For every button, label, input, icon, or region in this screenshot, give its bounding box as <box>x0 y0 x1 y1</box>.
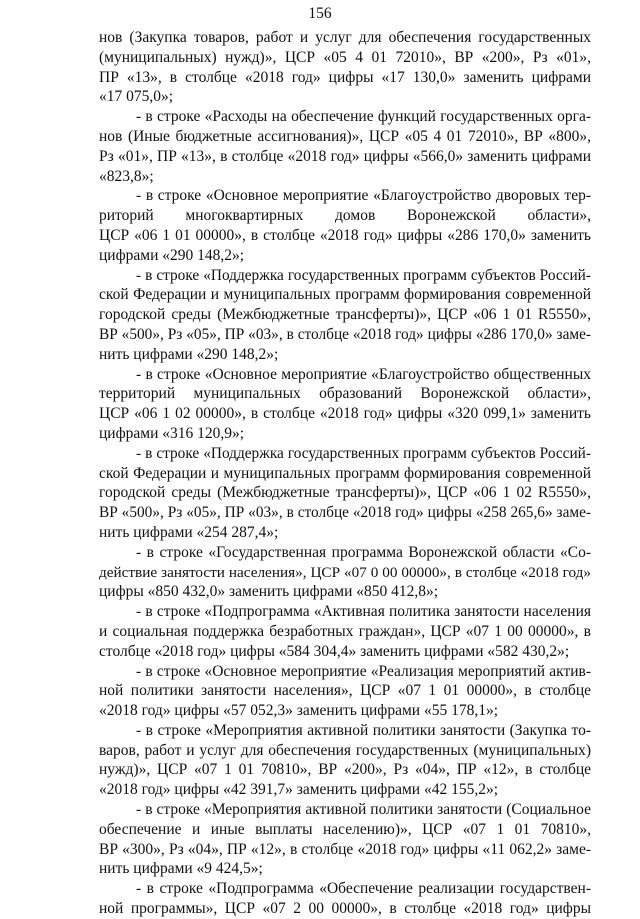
text-line: городской среды (Межбюджетные трансферты)», ЦСР «06 1 02 R5550», <box>99 484 591 502</box>
text-line: обеспечение и иные выплаты населению)», ЦСР «07 1 01 70810», <box>99 820 591 838</box>
text-line: ЦСР «06 1 01 00000», в столбце «2018 год» цифры «286 170,0» заменить <box>99 226 591 244</box>
text-line: (муниципальных) нужд)», ЦСР «05 4 01 72010», ВР «200», Рз «01», <box>99 48 591 66</box>
text-line: - в строке «Государственная программа Воронежской области «Со- <box>136 543 591 561</box>
text-line: ской Федерации и муниципальных программ формирования современной <box>99 464 591 482</box>
text-line: - в строке «Расходы на обеспечение функций государственных орга- <box>136 108 591 126</box>
text-line: цифрами «316 120,9»; <box>99 424 245 442</box>
text-line: ПР «13», в столбце «2018 год» цифры «17 130,0» заменить цифрами <box>99 68 591 86</box>
text-line: «2018 год» цифры «42 391,7» заменить цифрами «42 155,2»; <box>99 781 499 799</box>
text-line: - в строке «Подпрограмма «Активная политика занятости населения <box>136 603 591 621</box>
text-line: нить цифрами «290 148,2»; <box>99 345 279 363</box>
text-line: цифрами «290 148,2»; <box>99 246 245 264</box>
text-line: действие занятости населения», ЦСР «07 0 00 00000», в столбце «2018 год» <box>99 563 591 581</box>
text-line: и социальная поддержка безработных граждан», ЦСР «07 1 00 00000», в <box>99 622 591 640</box>
text-line: территорий муниципальных образований Воронежской области», <box>99 385 591 403</box>
text-line: городской среды (Межбюджетные трансферты)», ЦСР «06 1 01 R5550», <box>99 306 591 324</box>
text-line: - в строке «Поддержка государственных программ субъектов Россий- <box>136 444 591 462</box>
text-line: ской Федерации и муниципальных программ формирования современной <box>99 286 591 304</box>
text-line: риторий многоквартирных домов Воронежской области», <box>99 207 591 225</box>
text-line: «17 075,0»; <box>99 88 174 106</box>
text-line: нов (Иные бюджетные ассигнования)», ЦСР «05 4 01 72010», ВР «800», <box>99 127 591 145</box>
text-line: цифры «850 432,0» заменить цифрами «850 412,8»; <box>99 583 439 601</box>
text-line: «823,8»; <box>99 167 154 185</box>
text-line: ВР «500», Рз «05», ПР «03», в столбце «2018 год» цифры «258 265,6» заме- <box>99 504 591 522</box>
text-line: Рз «01», ПР «13», в столбце «2018 год» цифры «566,0» заменить цифрами <box>99 147 591 165</box>
text-line: ЦСР «06 1 02 00000», в столбце «2018 год» цифры «320 099,1» заменить <box>99 405 591 423</box>
text-line: - в строке «Основное мероприятие «Реализация мероприятий актив- <box>136 662 591 680</box>
text-line: - в строке «Основное мероприятие «Благоустройство общественных <box>136 365 591 383</box>
text-line: столбце «2018 год» цифры «584 304,4» заменить цифрами «582 430,2»; <box>99 642 570 660</box>
text-line: - в строке «Поддержка государственных программ субъектов Россий- <box>136 266 591 284</box>
text-line: ВР «300», Рз «04», ПР «12», в столбце «2018 год» цифры «11 062,2» заме- <box>99 840 591 858</box>
text-line: ной политики занятости населения», ЦСР «07 1 01 00000», в столбце <box>99 682 591 700</box>
text-line: - в строке «Мероприятия активной политики занятости (Закупка то- <box>136 721 591 739</box>
document-body <box>99 28 591 919</box>
text-line: - в строке «Подпрограмма «Обеспечение реализации государствен- <box>136 880 591 898</box>
text-line: ной программы», ЦСР «07 2 00 00000», в столбце «2018 год» цифры <box>99 900 591 918</box>
text-line: варов, работ и услуг для обеспечения государственных (муниципальных) <box>99 741 591 759</box>
text-line: нужд)», ЦСР «07 1 01 70810», ВР «200», Рз «04», ПР «12», в столбце <box>99 761 591 779</box>
text-line: - в строке «Мероприятия активной политики занятости (Социальное <box>136 801 591 819</box>
text-line: нить цифрами «254 287,4»; <box>99 523 279 541</box>
page-number: 156 <box>308 5 332 22</box>
text-line: ВР «500», Рз «05», ПР «03», в столбце «2018 год» цифры «286 170,0» заме- <box>99 325 591 343</box>
text-line: нов (Закупка товаров, работ и услуг для обеспечения государственных <box>99 29 591 46</box>
text-line: - в строке «Основное мероприятие «Благоустройство дворовых тер- <box>136 187 591 205</box>
text-line: «2018 год» цифры «57 052,3» заменить цифрами «55 178,1»; <box>99 702 499 720</box>
text-line: нить цифрами «9 424,5»; <box>99 860 263 878</box>
